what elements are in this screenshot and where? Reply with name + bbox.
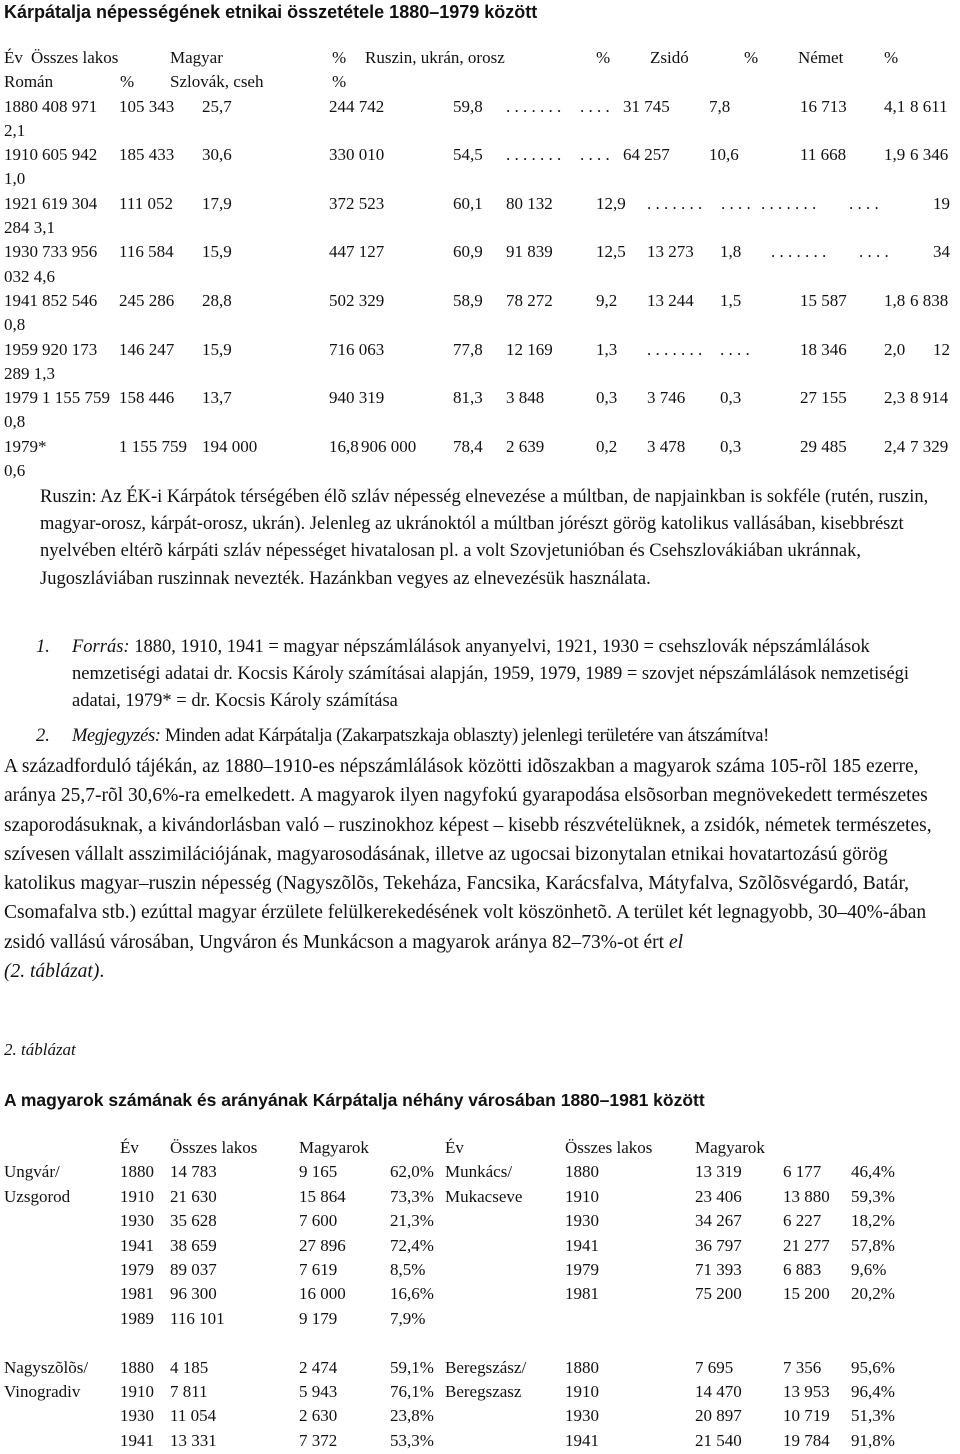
table-cell: 15,9 xyxy=(202,242,232,262)
table-cell-wrap: 032 4,6 xyxy=(4,266,55,286)
header-cell: Év xyxy=(445,1138,464,1157)
table-cell: 13,7 xyxy=(202,388,232,408)
table-cell: 12 169 xyxy=(506,339,553,359)
year-cell: 1930 xyxy=(120,1211,154,1231)
table-cell: 6 177 xyxy=(783,1162,822,1182)
year-cell: 1941 xyxy=(565,1235,599,1255)
table-cell: 8 914 xyxy=(910,388,949,408)
table-cell: 34 267 xyxy=(695,1211,742,1231)
table-cell: 60,9 xyxy=(453,242,483,262)
table-cell: . . . . . . . xyxy=(647,339,703,359)
towns-table xyxy=(4,1136,960,1453)
header-cell: Román xyxy=(4,72,54,92)
table-cell: 13 273 xyxy=(647,242,694,262)
table2-header xyxy=(4,1136,960,1160)
header-cell: Zsidó xyxy=(650,48,689,67)
table-cell-wrap: 0,8 xyxy=(4,315,26,335)
table-cell: 19 xyxy=(933,193,950,213)
table-cell: 16 713 xyxy=(800,96,847,116)
table-cell: 372 523 xyxy=(329,193,385,213)
year-cell: 1880 xyxy=(120,1357,154,1377)
table-cell: 2 639 xyxy=(506,436,545,456)
table-row xyxy=(4,1356,960,1380)
town-cell: Nagyszõlõs/ xyxy=(4,1357,89,1377)
table-cell: 852 546 xyxy=(42,290,98,310)
table-cell: 58,9 xyxy=(453,290,483,310)
year-cell: 1880 xyxy=(120,1162,154,1182)
table-cell: 12 xyxy=(933,339,950,359)
year-cell: 1981 xyxy=(120,1284,154,1304)
table-cell: 57,8% xyxy=(851,1235,895,1255)
table-cell: 91,8% xyxy=(851,1430,895,1450)
year-cell: 1910 xyxy=(565,1381,599,1401)
remark-number: 2. xyxy=(36,726,50,746)
town-cell: Beregszász/ xyxy=(445,1357,527,1377)
table-cell: 330 010 xyxy=(329,145,385,165)
table-cell: 0,3 xyxy=(720,436,742,456)
table-row xyxy=(4,1234,960,1258)
table-row xyxy=(4,1282,960,1306)
town-cell: Mukacseve xyxy=(445,1186,523,1206)
year-cell: 1880 xyxy=(565,1162,599,1182)
table-cell: 2,4 xyxy=(884,436,906,456)
table-cell: 78 272 xyxy=(506,290,553,310)
table-cell: 245 286 xyxy=(119,290,175,310)
table-cell: 9,2 xyxy=(596,290,618,310)
table-cell: 78,4 xyxy=(453,436,483,456)
table-cell: 59,1% xyxy=(390,1357,434,1377)
table-cell: 116 584 xyxy=(119,242,174,262)
paragraph-end: . xyxy=(99,961,105,983)
ethnic-composition-table xyxy=(4,46,960,483)
town-cell: Beregszasz xyxy=(445,1381,522,1401)
table-cell: 16,8 xyxy=(329,436,359,456)
table-cell: 716 063 xyxy=(329,339,385,359)
table-cell: 19 784 xyxy=(783,1430,830,1450)
header-cell: Magyar xyxy=(170,48,223,67)
table-cell: . . . . . . . xyxy=(771,242,827,262)
table-cell: 8,5% xyxy=(390,1259,426,1279)
table-cell: 15 200 xyxy=(783,1284,830,1304)
table-cell: 13 331 xyxy=(170,1430,217,1450)
table-cell: 146 247 xyxy=(119,339,175,359)
year-cell: 1979 xyxy=(565,1259,599,1279)
header-cell: % xyxy=(332,48,347,67)
table-cell: 46,4% xyxy=(851,1162,895,1182)
header-cell: Összes lakos xyxy=(31,48,119,67)
year-cell: 1941 xyxy=(565,1430,599,1450)
remark-note xyxy=(36,723,960,750)
table-cell: 72,4% xyxy=(390,1235,434,1255)
header-cell: Összes lakos xyxy=(565,1138,653,1157)
table-cell: 6 346 xyxy=(910,145,949,165)
table-cell: 7,8 xyxy=(709,96,731,116)
table-cell: 23,8% xyxy=(390,1406,434,1426)
table-cell: 920 173 xyxy=(42,339,98,359)
table-row xyxy=(4,240,960,289)
table-spacer xyxy=(4,1331,960,1355)
year-cell: 1941 xyxy=(120,1430,154,1450)
table-cell: 91 839 xyxy=(506,242,553,262)
table-cell: 244 742 xyxy=(329,96,385,116)
table-row xyxy=(4,1380,960,1404)
table-cell: . . . . xyxy=(859,242,889,262)
table-row xyxy=(4,386,960,435)
year-cell: 1880 xyxy=(565,1357,599,1377)
table-cell: 3 848 xyxy=(506,388,545,408)
table-cell: 71 393 xyxy=(695,1259,742,1279)
table-cell: 9 179 xyxy=(299,1308,338,1328)
table-cell: 35 628 xyxy=(170,1211,217,1231)
table-cell-wrap: 2,1 xyxy=(4,120,26,140)
table-cell: 733 956 xyxy=(42,242,98,262)
header-cell: % xyxy=(884,48,899,67)
year-cell: 1959 xyxy=(4,339,38,359)
table-row xyxy=(4,1258,960,1282)
table-cell: 15 587 xyxy=(800,290,847,310)
table1-header xyxy=(4,46,960,95)
table-cell: 9,6% xyxy=(851,1259,887,1279)
table-cell: 2,0 xyxy=(884,339,906,359)
table-cell: 81,3 xyxy=(453,388,483,408)
table-cell: 2 474 xyxy=(299,1357,338,1377)
header-cell: % xyxy=(596,48,611,67)
table-cell: 4,1 xyxy=(884,96,906,116)
table-cell: 1 155 759 xyxy=(119,436,187,456)
header-cell: Szlovák, cseh xyxy=(170,72,264,92)
table-cell: 76,1% xyxy=(390,1381,434,1401)
table-cell: . . . . . . . xyxy=(761,193,817,213)
table-cell: 1,8 xyxy=(720,242,742,262)
header-cell: Év xyxy=(120,1138,139,1157)
year-cell: 1921 xyxy=(4,193,38,213)
table-row xyxy=(4,1429,960,1453)
table-row xyxy=(4,1209,960,1233)
table-cell: 34 xyxy=(933,242,950,262)
table-cell: 9 165 xyxy=(299,1162,338,1182)
year-cell: 1930 xyxy=(120,1406,154,1426)
table-cell: 105 343 xyxy=(119,96,175,116)
header-cell: Összes lakos xyxy=(170,1138,258,1157)
header-cell: Magyarok xyxy=(695,1138,765,1157)
table-cell: 3 746 xyxy=(647,388,686,408)
table-cell: 17,9 xyxy=(202,193,232,213)
table-cell: 1,8 xyxy=(884,290,906,310)
town-cell: Vinogradiv xyxy=(4,1381,81,1401)
table-cell: 7 372 xyxy=(299,1430,338,1450)
table-cell: 14 783 xyxy=(170,1162,217,1182)
table-cell: 73,3% xyxy=(390,1186,434,1206)
table-cell: 185 433 xyxy=(119,145,175,165)
year-cell: 1941 xyxy=(120,1235,154,1255)
table-cell: 25,7 xyxy=(202,96,232,116)
table-cell: 21,3% xyxy=(390,1211,434,1231)
table-cell: 6 883 xyxy=(783,1259,822,1279)
year-cell: 1910 xyxy=(565,1186,599,1206)
table2-body xyxy=(4,1160,960,1453)
table-row xyxy=(4,435,960,484)
header-cell: Magyarok xyxy=(299,1138,369,1157)
table-cell: 80 132 xyxy=(506,193,553,213)
table-cell: 77,8 xyxy=(453,339,483,359)
table-cell: 1,3 xyxy=(596,339,618,359)
table-cell: 7 356 xyxy=(783,1357,822,1377)
table-cell: 29 485 xyxy=(800,436,847,456)
table-cell: 5 943 xyxy=(299,1381,338,1401)
table-cell: 7 695 xyxy=(695,1357,734,1377)
table-cell: 7 619 xyxy=(299,1259,338,1279)
table-cell: 54,5 xyxy=(453,145,483,165)
town-cell: Ungvár/ xyxy=(4,1162,60,1182)
table-cell: 15,9 xyxy=(202,339,232,359)
remark-text: Minden adat Kárpátalja (Zakarpatszkaja oblaszty) jelenlegi területére van átszámítva! xyxy=(160,726,769,746)
table-cell: 502 329 xyxy=(329,290,385,310)
year-cell: 1930 xyxy=(565,1211,599,1231)
table-cell: 7,9% xyxy=(390,1308,426,1328)
table-cell: 1,5 xyxy=(720,290,742,310)
table-cell: 8 611 xyxy=(910,96,948,116)
remark-label: Megjegyzés: xyxy=(72,726,161,746)
table-cell: 111 052 xyxy=(119,193,173,213)
source-text: 1880, 1910, 1941 = magyar népszámlálások anyanyelvi, 1921, 1930 = csehszlovák népszámlálások nemzetiségi adatai dr. Kocsis Károly számításai alapján, 1959, 1979, 1989 = szovjet népszámlálások nemzetiségi adatai, 1979* = dr. Kocsis Károly számítása xyxy=(72,637,910,712)
table-cell: 20 897 xyxy=(695,1406,742,1426)
table-cell: . . . . xyxy=(580,96,610,116)
table-cell: 64 257 xyxy=(623,145,670,165)
table2-ref: 2. táblázat xyxy=(4,1040,76,1059)
table-cell: . . . . xyxy=(721,193,751,213)
source-note xyxy=(36,634,958,716)
table-cell: 21 277 xyxy=(783,1235,830,1255)
table-cell: 6 227 xyxy=(783,1211,822,1231)
table-cell: 13 244 xyxy=(647,290,694,310)
ruszin-note-text: Ruszin: Az ÉK-i Kárpátok térségében élõ szláv népesség elnevezése a múltban, de napjainkban is sokféle (rutén, ruszin, magyar-orosz, kárpát-orosz, ukrán). Jelenleg az ukránoktól a múltban jórészt görög katolikus vallásában, kisebbrészt nyelvében eltérõ kárpáti szláv népességet hivatalosan pl. a volt Szovjetunióban és Csehszlovákiában ukránnak, Jugoszláviában ruszinnak nevezték. Hazánkban vegyes az elnevezésük használata. xyxy=(40,487,929,589)
table-cell: 2,3 xyxy=(884,388,906,408)
table-row xyxy=(4,192,960,241)
table-cell: 10,6 xyxy=(709,145,739,165)
table-cell: 21 540 xyxy=(695,1430,742,1450)
year-cell: 1910 xyxy=(120,1186,154,1206)
table-cell: 13 880 xyxy=(783,1186,830,1206)
table-cell: 619 304 xyxy=(42,193,98,213)
table-cell: 13 319 xyxy=(695,1162,742,1182)
table-cell: 12,9 xyxy=(596,193,626,213)
year-cell: 1979* xyxy=(4,436,47,456)
year-cell: 1910 xyxy=(4,145,38,165)
table-cell: 96 300 xyxy=(170,1284,217,1304)
table-cell-wrap: 0,6 xyxy=(4,461,26,481)
year-cell: 1880 xyxy=(4,96,38,116)
table2-title: A magyarok számának és arányának Kárpátalja néhány városában 1880–1981 között xyxy=(4,1090,705,1110)
ruszin-note xyxy=(40,484,958,593)
table-cell: 21 630 xyxy=(170,1186,217,1206)
table-row xyxy=(4,1404,960,1428)
remark-body xyxy=(72,723,960,750)
table-cell: 89 037 xyxy=(170,1259,217,1279)
body-paragraph xyxy=(4,752,958,986)
year-cell: 1989 xyxy=(120,1308,154,1328)
table-cell: 16 000 xyxy=(299,1284,346,1304)
table-cell: 12,5 xyxy=(596,242,626,262)
table-cell: 38 659 xyxy=(170,1235,217,1255)
table-cell: 7 329 xyxy=(910,436,949,456)
table-cell: 31 745 xyxy=(623,96,670,116)
paragraph-table-ref: (2. táblázat) xyxy=(4,961,100,983)
paragraph-text: A századforduló tájékán, az 1880–1910-es népszámlálások közötti idõszakban a magyarok száma 105-rõl 185 ezerre, aránya 25,7-rõl 30,6%-ra emelkedett. A magyarok ilyen nagyfokú gyarapodása elsõsorban megnövekedett természetes szaporodásuknak, a kivándorlásban való – ruszinokhoz képest – kisebb részvételüknek, a zsidók, németek természetes, szívesen vállalt asszimilációjának, magyarosodásának, illetve az ugocsai bizonytalan etnikai hovatartozású görög katolikus magyar–ruszin népesség (Nagyszõlõs, Tekeháza, Fancsika, Karácsfalva, Mátyfalva, Szõlõsvégardó, Batár, Csomafalva stb.) ezúttal magyar érzülete felülkerekedésének volt köszönhetõ. A terület két legnagyobb, 30–40%-ában zsidó vallású városában, Ungváron és Munkácson a magyarok aránya 82–73%-ot ért xyxy=(4,756,932,953)
table-cell-wrap: 1,0 xyxy=(4,169,26,189)
table-cell: . . . . xyxy=(720,339,750,359)
table-cell: 447 127 xyxy=(329,242,385,262)
town-cell: Uzsgorod xyxy=(4,1186,71,1206)
table-cell: 408 971 xyxy=(42,96,98,116)
table-cell: 36 797 xyxy=(695,1235,742,1255)
table-cell: 51,3% xyxy=(851,1406,895,1426)
table-cell: 158 446 xyxy=(119,388,175,408)
table-row xyxy=(4,289,960,338)
table-cell-wrap: 284 3,1 xyxy=(4,218,55,238)
table-cell: 3 478 xyxy=(647,436,686,456)
table-cell: 27 155 xyxy=(800,388,847,408)
table-cell-wrap: 289 1,3 xyxy=(4,363,55,383)
table-cell: 18,2% xyxy=(851,1211,895,1231)
table-cell: 75 200 xyxy=(695,1284,742,1304)
town-cell: Munkács/ xyxy=(445,1162,513,1182)
table-cell: 1 155 759 xyxy=(42,388,110,408)
table-cell: . . . . xyxy=(849,193,879,213)
table-cell: 4 185 xyxy=(170,1357,209,1377)
source-label: Forrás: xyxy=(72,637,130,657)
table-cell: 11 054 xyxy=(170,1406,217,1426)
table-cell: 2 630 xyxy=(299,1406,338,1426)
year-cell: 1979 xyxy=(4,388,38,408)
table-cell: . . . . . . . xyxy=(647,193,703,213)
table-cell: 23 406 xyxy=(695,1186,742,1206)
table-cell: 18 346 xyxy=(800,339,847,359)
table-row xyxy=(4,95,960,144)
table-row xyxy=(4,1160,960,1184)
table-cell: 116 101 xyxy=(170,1308,225,1328)
table-cell: . . . . . . . xyxy=(506,145,562,165)
table-cell: 0,3 xyxy=(720,388,742,408)
year-cell: 1910 xyxy=(120,1381,154,1401)
header-cell: Ruszin, ukrán, orosz xyxy=(365,48,505,67)
table-cell: 605 942 xyxy=(42,145,98,165)
table-cell: 194 000 xyxy=(202,436,258,456)
year-cell: 1981 xyxy=(565,1284,599,1304)
table-cell: 28,8 xyxy=(202,290,232,310)
table-cell: 53,3% xyxy=(390,1430,434,1450)
table-cell: 0,2 xyxy=(596,436,618,456)
table-row xyxy=(4,338,960,387)
table-cell: 14 470 xyxy=(695,1381,742,1401)
table-cell: 59,3% xyxy=(851,1186,895,1206)
table-cell: 30,6 xyxy=(202,145,232,165)
year-cell: 1930 xyxy=(4,242,38,262)
table-cell: 10 719 xyxy=(783,1406,830,1426)
table-cell: 96,4% xyxy=(851,1381,895,1401)
table-cell: . . . . . . . xyxy=(506,96,562,116)
table-cell: 906 000 xyxy=(361,436,417,456)
table-cell-wrap: 0,8 xyxy=(4,412,26,432)
table-cell: 7 811 xyxy=(170,1381,208,1401)
table-cell: 0,3 xyxy=(596,388,618,408)
header-cell: % xyxy=(120,72,135,92)
table1-title: Kárpátalja népességének etnikai összetétele 1880–1979 között xyxy=(4,2,538,22)
year-cell: 1930 xyxy=(565,1406,599,1426)
table-cell: 15 864 xyxy=(299,1186,346,1206)
table-cell: 59,8 xyxy=(453,96,483,116)
paragraph-el: el xyxy=(668,931,684,953)
table-cell: 62,0% xyxy=(390,1162,434,1182)
table-row xyxy=(4,1307,960,1331)
header-cell: % xyxy=(744,48,759,67)
table-cell: 95,6% xyxy=(851,1357,895,1377)
table-row xyxy=(4,1185,960,1209)
header-cell: Év xyxy=(4,48,23,67)
table-cell: 1,9 xyxy=(884,145,906,165)
table-cell: 16,6% xyxy=(390,1284,434,1304)
table-cell: 6 838 xyxy=(910,290,949,310)
table-row xyxy=(4,143,960,192)
source-body xyxy=(72,634,958,716)
source-number: 1. xyxy=(36,637,50,657)
table-cell: 940 319 xyxy=(329,388,385,408)
table-cell: 11 668 xyxy=(800,145,847,165)
table-cell: 60,1 xyxy=(453,193,483,213)
table-cell: . . . . xyxy=(580,145,610,165)
table-cell: 13 953 xyxy=(783,1381,830,1401)
header-cell: Német xyxy=(798,48,844,67)
year-cell: 1941 xyxy=(4,290,38,310)
table-cell: 7 600 xyxy=(299,1211,338,1231)
table-cell: 20,2% xyxy=(851,1284,895,1304)
header-cell: % xyxy=(332,72,347,92)
table-cell: 27 896 xyxy=(299,1235,346,1255)
year-cell: 1979 xyxy=(120,1259,154,1279)
